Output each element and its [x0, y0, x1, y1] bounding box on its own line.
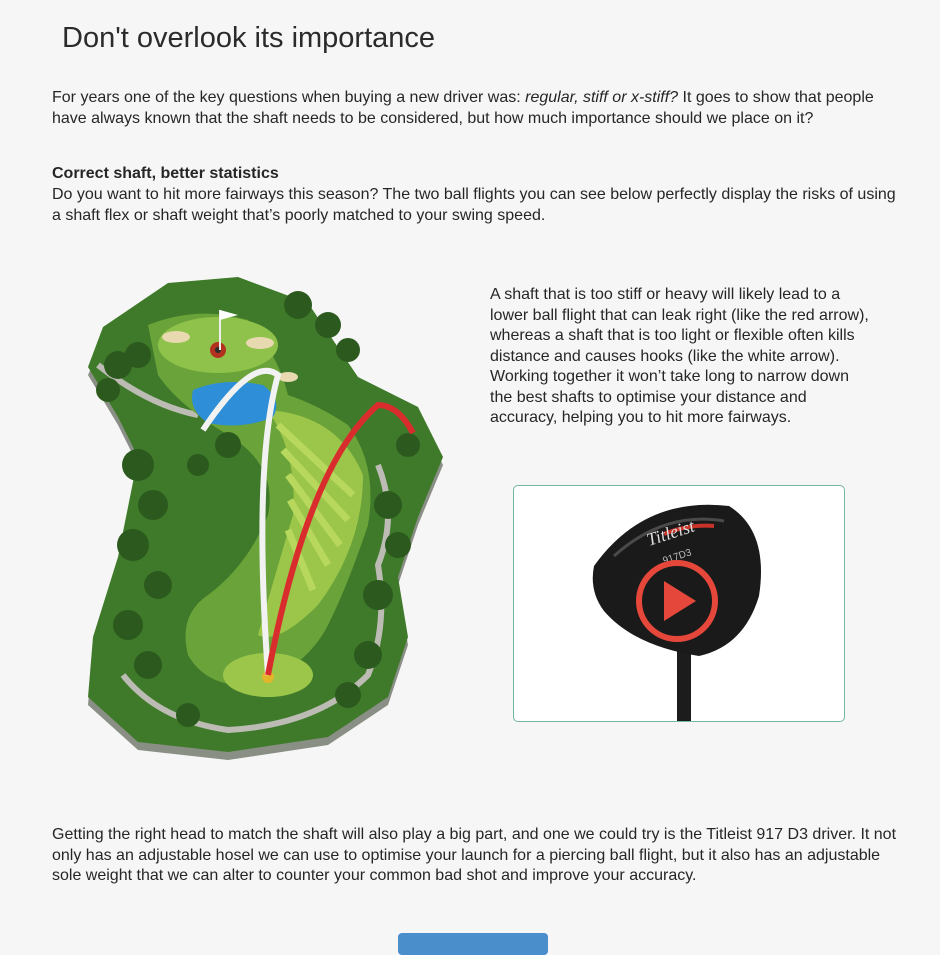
- subheading: Correct shaft, better statistics: [52, 165, 279, 182]
- model-text: 917D3: [661, 547, 693, 567]
- intro-text-end: It goes to show that people have always known that the shaft needs to be considered, but how much importance should we place on it?: [52, 89, 874, 127]
- video-player[interactable]: [513, 485, 845, 722]
- intro-text-start: For years one of the key questions when buying a new driver was:: [52, 89, 526, 106]
- brand-logo-text: Titleist: [644, 515, 697, 550]
- intro-paragraph: [52, 88, 897, 129]
- fairways-paragraph: Do you want to hit more fairways this season? The two ball flights you can see below perfectly display the risks of using a shaft flex or shaft weight that’s poorly matched to your swing speed.: [52, 186, 896, 224]
- page-title: Don't overlook its importance: [62, 22, 436, 54]
- golf-hole-illustration: [78, 265, 458, 770]
- intro-emphasis: regular, stiff or x-stiff?: [525, 89, 679, 106]
- driver-paragraph: Getting the right head to match the shaft will also play a big part, and one we could try is the Titleist 917 D3 driver. It not only has an adjustable hosel we can use to optimise your launch for a piercing ball flight, but it also has an adjustable sole weight that we can alter to counter your common bad shot and improve your accuracy.: [52, 826, 897, 884]
- driver-video-thumbnail: [514, 486, 845, 722]
- cta-button[interactable]: [398, 933, 548, 955]
- shaft-explanation: A shaft that is too stiff or heavy will likely lead to a lower ball flight that can leak right (like the red arrow), whereas a shaft that is too light or flexible often kills distance and causes hooks (like the white arrow). Working together it won’t take long to narrow down the best shafts to optimise your distance and accuracy, helping you to hit more fairways.: [490, 286, 869, 426]
